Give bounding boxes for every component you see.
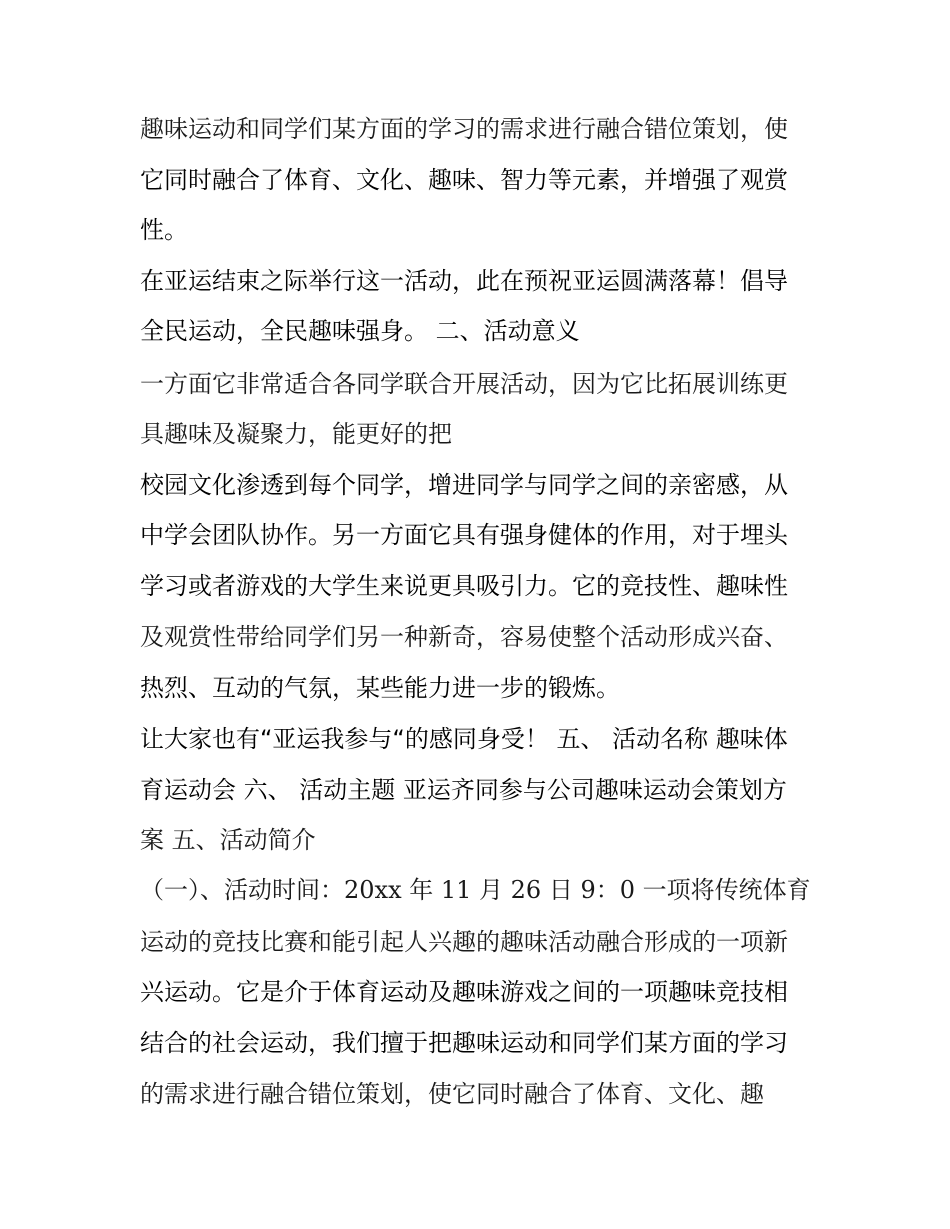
text-line: 它同时融合了体育、文化、趣味、智力等元素，并增强了观赏	[140, 166, 788, 194]
text-line: （一）、活动时间：20xx 年 11 月 26 日 9：0 一项将传统体育	[140, 876, 811, 904]
text-line: 具趣味及凝聚力，能更好的把	[140, 420, 452, 448]
text-line: 的需求进行融合错位策划，使它同时融合了体育、文化、趣	[140, 1080, 764, 1108]
text-line: 让大家也有“亚运我参与“的感同身受！ 五、 活动名称 趣味体	[140, 725, 788, 753]
text-line: 育运动会 六、 活动主题 亚运齐同参与公司趣味运动会策划方	[140, 776, 787, 804]
text-line: 一方面它非常适合各同学联合开展活动，因为它比拓展训练更	[140, 370, 788, 398]
text-line: 趣味运动和同学们某方面的学习的需求进行融合错位策划，使	[140, 115, 788, 143]
text-line: 兴运动。它是介于体育运动及趣味游戏之间的一项趣味竞技相	[140, 978, 788, 1006]
text-line: 运动的竞技比赛和能引起人兴趣的趣味活动融合形成的一项新	[140, 928, 788, 956]
text-line: 全民运动，全民趣味强身。 二、活动意义	[140, 317, 580, 345]
text-line: 案 五、活动简介	[140, 826, 316, 854]
text-line: 在亚运结束之际举行这一活动，此在预祝亚运圆满落幕！倡导	[140, 267, 788, 295]
text-line: 性。	[140, 216, 188, 244]
text-line: 中学会团队协作。另一方面它具有强身健体的作用，对于埋头	[140, 521, 788, 549]
text-line: 及观赏性带给同学们另一种新奇，容易使整个活动形成兴奋、	[140, 623, 788, 651]
text-line: 校园文化渗透到每个同学，增进同学与同学之间的亲密感，从	[140, 471, 788, 499]
text-line: 热烈、互动的气氛，某些能力进一步的锻炼。	[140, 674, 620, 702]
text-line: 学习或者游戏的大学生来说更具吸引力。它的竞技性、趣味性	[140, 572, 788, 600]
text-line: 结合的社会运动，我们擅于把趣味运动和同学们某方面的学习	[140, 1029, 788, 1057]
